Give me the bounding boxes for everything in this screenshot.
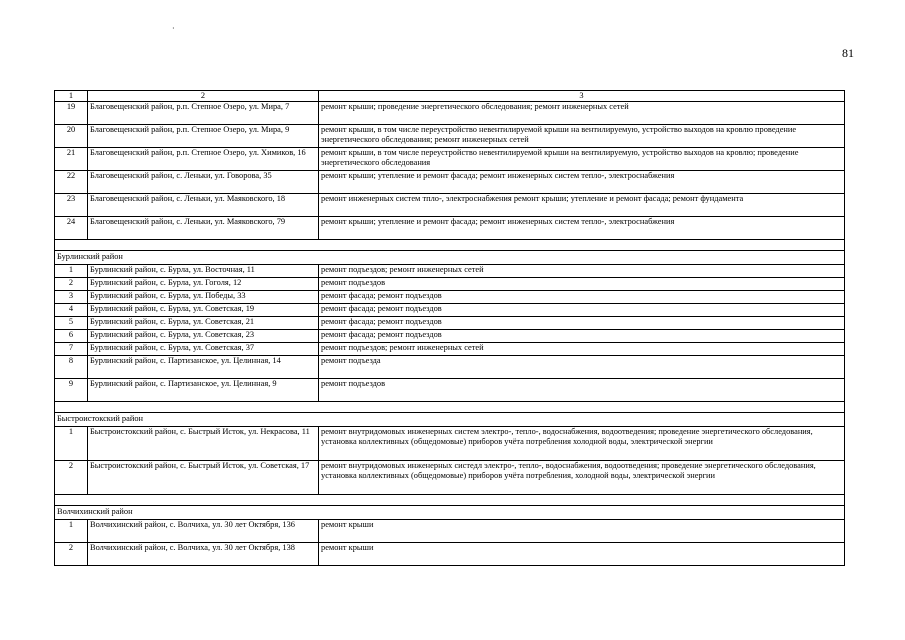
section-title: Волчихинский район bbox=[55, 506, 845, 520]
row-number: 21 bbox=[55, 148, 88, 171]
row-number: 1 bbox=[55, 265, 88, 278]
table-row bbox=[55, 125, 845, 148]
table-row bbox=[55, 304, 845, 317]
row-address: Бурлинский район, с. Бурла, ул. Гоголя, 12 bbox=[88, 278, 319, 291]
section-title: Бурлинский район bbox=[55, 251, 845, 265]
table-row bbox=[55, 379, 845, 402]
row-number: 7 bbox=[55, 343, 88, 356]
row-address: Волчихинский район, с. Волчиха, ул. 30 лет Октября, 138 bbox=[88, 543, 319, 566]
row-number: 22 bbox=[55, 171, 88, 194]
row-number: 9 bbox=[55, 379, 88, 402]
table-row bbox=[55, 330, 845, 343]
table-row bbox=[55, 291, 845, 304]
page-number: 81 bbox=[842, 46, 854, 60]
row-address: Бурлинский район, с. Бурла, ул. Советская, 23 bbox=[88, 330, 319, 343]
row-address: Благовещенский район, с. Леньки, ул. Маяковского, 79 bbox=[88, 217, 319, 240]
row-number: 2 bbox=[55, 461, 88, 495]
row-number: 1 bbox=[55, 427, 88, 461]
row-number: 24 bbox=[55, 217, 88, 240]
header-col-1: 1 bbox=[55, 91, 88, 102]
row-number: 19 bbox=[55, 102, 88, 125]
repair-works-table bbox=[54, 90, 845, 566]
table-row bbox=[55, 343, 845, 356]
row-work: ремонт крыши; утепление и ремонт фасада; ремонт инженерных систем тепло-, электроснабжения bbox=[319, 217, 845, 240]
scan-speck: · bbox=[172, 24, 175, 33]
row-work: ремонт подъезда bbox=[319, 356, 845, 379]
row-work: ремонт фасада; ремонт подъездов bbox=[319, 304, 845, 317]
row-work: ремонт подъездов bbox=[319, 278, 845, 291]
row-address: Бурлинский район, с. Бурла, ул. Восточная, 11 bbox=[88, 265, 319, 278]
row-address: Бурлинский район, с. Бурла, ул. Победы, 33 bbox=[88, 291, 319, 304]
row-work: ремонт крыши bbox=[319, 520, 845, 543]
row-address: Благовещенский район, р.п. Степное Озеро, ул. Мира, 9 bbox=[88, 125, 319, 148]
row-work: ремонт фасада; ремонт подъездов bbox=[319, 291, 845, 304]
row-number: 1 bbox=[55, 520, 88, 543]
spacer-row bbox=[55, 240, 845, 251]
row-number: 23 bbox=[55, 194, 88, 217]
row-work: ремонт подъездов; ремонт инженерных сетей bbox=[319, 343, 845, 356]
table-row bbox=[55, 265, 845, 278]
table-row bbox=[55, 278, 845, 291]
header-row bbox=[55, 91, 845, 102]
row-work: ремонт подъездов; ремонт инженерных сетей bbox=[319, 265, 845, 278]
table-row bbox=[55, 543, 845, 566]
table-row bbox=[55, 194, 845, 217]
section-row-burla bbox=[55, 251, 845, 265]
table-row bbox=[55, 520, 845, 543]
row-address: Бурлинский район, с. Бурла, ул. Советская, 37 bbox=[88, 343, 319, 356]
row-work: ремонт внутридомовых инженерных систем электро-, тепло-, водоснабжения, водоотведения; проведение энергетического обследования, установка коллективных (общедомовые) приборов учёта потребления холодной воды, электрической энергии bbox=[319, 427, 845, 461]
table-row bbox=[55, 461, 845, 495]
header-col-2: 2 bbox=[88, 91, 319, 102]
row-address: Быстроистокский район, с. Быстрый Исток, ул. Некрасова, 11 bbox=[88, 427, 319, 461]
table-row bbox=[55, 217, 845, 240]
row-address: Волчихинский район, с. Волчиха, ул. 30 лет Октября, 136 bbox=[88, 520, 319, 543]
row-number: 8 bbox=[55, 356, 88, 379]
table-row bbox=[55, 427, 845, 461]
row-number: 2 bbox=[55, 543, 88, 566]
row-work: ремонт фасада; ремонт подъездов bbox=[319, 330, 845, 343]
row-address: Бурлинский район, с. Партизанское, ул. Целинная, 14 bbox=[88, 356, 319, 379]
row-address: Быстроистокский район, с. Быстрый Исток, ул. Советская, 17 bbox=[88, 461, 319, 495]
row-address: Бурлинский район, с. Бурла, ул. Советская, 21 bbox=[88, 317, 319, 330]
row-work: ремонт крыши, в том числе переустройство невентилируемой крыши на вентилируемую, устройство выходов на кровлю проведение энергетического обследования; ремонт инженерных сетей bbox=[319, 125, 845, 148]
row-number: 6 bbox=[55, 330, 88, 343]
row-number: 3 bbox=[55, 291, 88, 304]
row-work: ремонт внутридомовых инженерных систедл электро-, тепло-, водоснабжения, водоотведения; проведение энергетического обследования, установка коллективных (общедомовые) приборов учёта потребления, холодной воды, электрической энергии bbox=[319, 461, 845, 495]
row-work: ремонт фасада; ремонт подъездов bbox=[319, 317, 845, 330]
row-number: 4 bbox=[55, 304, 88, 317]
spacer-row bbox=[55, 402, 845, 413]
row-address: Благовещенский район, р.п. Степное Озеро, ул. Химиков, 16 bbox=[88, 148, 319, 171]
row-address: Бурлинский район, с. Партизанское, ул. Целинная, 9 bbox=[88, 379, 319, 402]
section-title: Быстроистокский район bbox=[55, 413, 845, 427]
row-work: ремонт крыши bbox=[319, 543, 845, 566]
table-row bbox=[55, 356, 845, 379]
row-address: Благовещенский район, р.п. Степное Озеро, ул. Мира, 7 bbox=[88, 102, 319, 125]
row-number: 20 bbox=[55, 125, 88, 148]
table-row bbox=[55, 148, 845, 171]
row-number: 2 bbox=[55, 278, 88, 291]
table-row bbox=[55, 317, 845, 330]
section-row-volchikha bbox=[55, 506, 845, 520]
header-col-3: 3 bbox=[319, 91, 845, 102]
row-work: ремонт инженерных систем тпло-, электроснабжения ремонт крыши; утепление и ремонт фасада; ремонт фундамента bbox=[319, 194, 845, 217]
row-address: Бурлинский район, с. Бурла, ул. Советская, 19 bbox=[88, 304, 319, 317]
row-work: ремонт крыши; утепление и ремонт фасада; ремонт инженерных систем тепло-, электроснабжения bbox=[319, 171, 845, 194]
table-row bbox=[55, 102, 845, 125]
row-address: Благовещенский район, с. Леньки, ул. Маяковского, 18 bbox=[88, 194, 319, 217]
row-number: 5 bbox=[55, 317, 88, 330]
section-row-bystroistok bbox=[55, 413, 845, 427]
row-address: Благовещенский район, с. Леньки, ул. Говорова, 35 bbox=[88, 171, 319, 194]
spacer-row bbox=[55, 495, 845, 506]
row-work: ремонт крыши, в том числе переустройство невентилируемой крыши на вентилируемую, устройство выходов на кровлю; проведение энергетического обследования bbox=[319, 148, 845, 171]
row-work: ремонт подъездов bbox=[319, 379, 845, 402]
row-work: ремонт крыши; проведение энергетического обследования; ремонт инженерных сетей bbox=[319, 102, 845, 125]
table-row bbox=[55, 171, 845, 194]
